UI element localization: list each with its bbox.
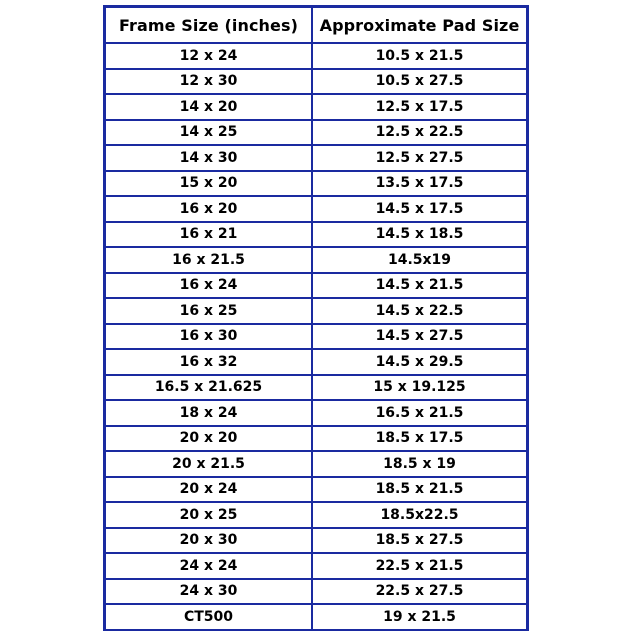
table-row [105, 502, 527, 528]
header-pad-size: Approximate Pad Size [312, 7, 527, 43]
frame-size-cell: 24 x 30 [105, 579, 312, 605]
frame-size-cell: 12 x 30 [105, 69, 312, 95]
frame-size-cell: 24 x 24 [105, 553, 312, 579]
frame-size-cell: 12 x 24 [105, 43, 312, 69]
table-row [105, 528, 527, 554]
frame-size-cell: 16 x 30 [105, 324, 312, 350]
header-frame-size: Frame Size (inches) [105, 7, 312, 43]
table-row [105, 298, 527, 324]
table-row [105, 247, 527, 273]
pad-size-cell: 14.5 x 22.5 [312, 298, 527, 324]
table-row [105, 145, 527, 171]
frame-size-cell: 20 x 24 [105, 477, 312, 503]
table-row [105, 477, 527, 503]
frame-size-cell: 14 x 20 [105, 94, 312, 120]
frame-size-cell: 16 x 32 [105, 349, 312, 375]
pad-size-table [104, 6, 528, 631]
frame-size-cell: 20 x 30 [105, 528, 312, 554]
pad-size-cell: 12.5 x 22.5 [312, 120, 527, 146]
table-row [105, 579, 527, 605]
header-row [105, 7, 527, 43]
frame-size-cell: 16 x 21 [105, 222, 312, 248]
pad-size-cell: 14.5 x 29.5 [312, 349, 527, 375]
pad-size-cell: 18.5x22.5 [312, 502, 527, 528]
pad-size-cell: 13.5 x 17.5 [312, 171, 527, 197]
pad-size-cell: 22.5 x 21.5 [312, 553, 527, 579]
frame-size-cell: 20 x 25 [105, 502, 312, 528]
table-row [105, 196, 527, 222]
frame-size-cell: 16 x 21.5 [105, 247, 312, 273]
table-row [105, 400, 527, 426]
table-row [105, 451, 527, 477]
table-row [105, 273, 527, 299]
pad-size-cell: 18.5 x 27.5 [312, 528, 527, 554]
pad-size-cell: 18.5 x 17.5 [312, 426, 527, 452]
pad-size-cell: 14.5 x 18.5 [312, 222, 527, 248]
table-row [105, 324, 527, 350]
frame-size-cell: CT500 [105, 604, 312, 630]
table-row [105, 349, 527, 375]
table-row [105, 120, 527, 146]
frame-size-cell: 14 x 30 [105, 145, 312, 171]
frame-size-cell: 16.5 x 21.625 [105, 375, 312, 401]
table-row [105, 43, 527, 69]
pad-size-cell: 14.5 x 17.5 [312, 196, 527, 222]
frame-size-cell: 20 x 20 [105, 426, 312, 452]
frame-size-cell: 14 x 25 [105, 120, 312, 146]
table-row [105, 426, 527, 452]
pad-size-cell: 18.5 x 19 [312, 451, 527, 477]
table-row [105, 375, 527, 401]
pad-size-cell: 15 x 19.125 [312, 375, 527, 401]
pad-size-cell: 16.5 x 21.5 [312, 400, 527, 426]
table-row [105, 171, 527, 197]
table-body [105, 43, 527, 630]
frame-size-cell: 16 x 24 [105, 273, 312, 299]
frame-size-cell: 16 x 25 [105, 298, 312, 324]
frame-size-cell: 16 x 20 [105, 196, 312, 222]
table-row [105, 222, 527, 248]
pad-size-cell: 14.5 x 27.5 [312, 324, 527, 350]
pad-size-cell: 12.5 x 27.5 [312, 145, 527, 171]
pad-size-cell: 22.5 x 27.5 [312, 579, 527, 605]
pad-size-cell: 14.5 x 21.5 [312, 273, 527, 299]
table-row [105, 604, 527, 630]
frame-size-cell: 15 x 20 [105, 171, 312, 197]
frame-size-cell: 18 x 24 [105, 400, 312, 426]
table-row [105, 69, 527, 95]
pad-size-cell: 18.5 x 21.5 [312, 477, 527, 503]
table-row [105, 94, 527, 120]
frame-size-cell: 20 x 21.5 [105, 451, 312, 477]
pad-size-cell: 10.5 x 27.5 [312, 69, 527, 95]
table-header [105, 7, 527, 43]
pad-size-cell: 19 x 21.5 [312, 604, 527, 630]
table-row [105, 553, 527, 579]
pad-size-cell: 12.5 x 17.5 [312, 94, 527, 120]
pad-size-cell: 14.5x19 [312, 247, 527, 273]
pad-size-cell: 10.5 x 21.5 [312, 43, 527, 69]
